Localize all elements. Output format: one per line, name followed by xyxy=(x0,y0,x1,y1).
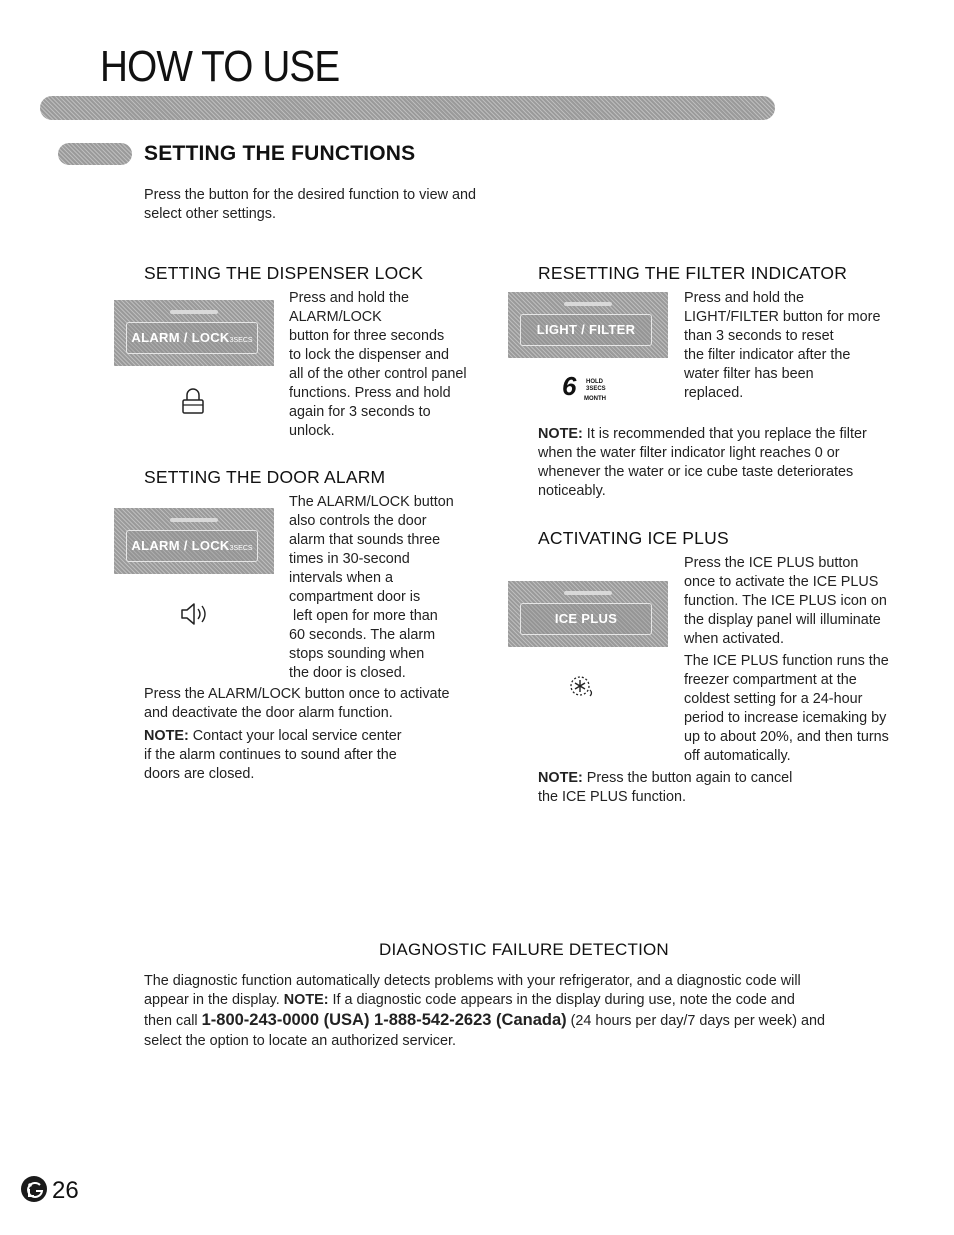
door-alarm-text xyxy=(289,493,454,683)
filter-display-icon xyxy=(562,373,622,405)
secs-label: 3SECS xyxy=(229,545,253,552)
ice-plus-button[interactable]: ICE PLUS xyxy=(520,603,652,635)
intro-line: Press the button for the desired function to view and xyxy=(144,187,476,203)
alarm-lock-button[interactable] xyxy=(126,322,258,354)
text-line: once to activate the ICE PLUS xyxy=(684,574,879,590)
text-line: period to increase icemaking by xyxy=(684,710,887,726)
lock-icon xyxy=(174,386,214,418)
text-line: Press and hold the xyxy=(289,290,410,306)
text-line: times in 30-second xyxy=(289,551,410,567)
note-line: if the alarm continues to sound after the xyxy=(144,747,397,763)
alarm-lock-button[interactable] xyxy=(126,530,258,562)
section-heading: SETTING THE FUNCTIONS xyxy=(144,142,416,165)
filter-note xyxy=(538,425,867,501)
text-line: LIGHT/FILTER button for more xyxy=(684,309,881,325)
alarm-lock-label: ALARM / LOCK xyxy=(131,330,230,345)
text-line: to lock the dispenser and xyxy=(289,347,449,363)
note-line: whenever the water or ice cube taste deteriorates xyxy=(538,464,854,480)
filter-indicator-heading: RESETTING THE FILTER INDICATOR xyxy=(538,263,848,283)
text-line: replaced. xyxy=(684,385,744,401)
secs-label: 3SECS xyxy=(586,386,606,392)
diagnostic-text xyxy=(144,972,924,1051)
intro-text xyxy=(144,186,476,224)
text-line: intervals when a xyxy=(289,570,393,586)
text-line xyxy=(144,1010,924,1032)
note-line: when the water filter indicator light reaches 0 or xyxy=(538,445,840,461)
alarm-lock-panel xyxy=(114,300,274,366)
indicator-light xyxy=(564,591,612,595)
lg-logo-icon xyxy=(20,1175,48,1203)
speaker-icon xyxy=(176,598,216,630)
section-marker xyxy=(58,143,132,165)
text-line: the door is closed. xyxy=(289,665,406,681)
note-line: noticeably. xyxy=(538,483,606,499)
text-line: Press and hold the xyxy=(684,290,805,306)
text-line: Press the ICE PLUS button xyxy=(684,555,859,571)
text-line: the display panel will illuminate xyxy=(684,612,881,628)
title-bar xyxy=(40,96,775,120)
text-line: and deactivate the door alarm function. xyxy=(144,705,393,721)
snowflake-icon xyxy=(562,670,602,702)
text-line: select the option to locate an authorized servicer. xyxy=(144,1033,456,1049)
text-line: all of the other control panel xyxy=(289,366,467,382)
diagnostic-heading: DIAGNOSTIC FAILURE DETECTION xyxy=(379,940,669,959)
text-line: button for three seconds xyxy=(289,328,445,344)
month-label: MONTH xyxy=(584,396,606,402)
light-filter-button[interactable]: LIGHT / FILTER xyxy=(520,314,652,346)
text-line: when activated. xyxy=(684,631,784,647)
text-line: ALARM/LOCK xyxy=(289,309,382,325)
indicator-light xyxy=(170,310,218,314)
text-line: left open for more than xyxy=(289,608,438,624)
note-line xyxy=(538,425,867,444)
ice-plus-text xyxy=(684,554,887,649)
text-line: The ICE PLUS function runs the xyxy=(684,653,889,669)
text-line: off automatically. xyxy=(684,748,791,764)
note-text: Press the button again to cancel xyxy=(582,770,793,786)
text-line: the filter indicator after the xyxy=(684,347,851,363)
note-text: It is recommended that you replace the filter xyxy=(582,426,867,442)
light-filter-panel xyxy=(508,292,668,358)
text-line: functions. Press and hold xyxy=(289,385,451,401)
text-line: compartment door is xyxy=(289,589,421,605)
text-segment: If a diagnostic code appears in the display during use, note the code and xyxy=(328,992,795,1008)
dispenser-lock-text xyxy=(289,289,467,441)
text-segment: (24 hours per day/7 days per week) and xyxy=(566,1013,826,1029)
text-line: The ALARM/LOCK button xyxy=(289,494,454,510)
ice-plus-panel xyxy=(508,581,668,647)
alarm-lock-panel xyxy=(114,508,274,574)
note-label: NOTE: xyxy=(538,770,583,786)
text-segment: then call xyxy=(144,1013,202,1029)
hold-label: HOLD xyxy=(586,379,603,385)
text-line: freezer compartment at the xyxy=(684,672,857,688)
text-line: function. The ICE PLUS icon on xyxy=(684,593,887,609)
door-alarm-heading: SETTING THE DOOR ALARM xyxy=(144,467,386,487)
door-alarm-paragraph xyxy=(144,685,450,723)
text-line: unlock. xyxy=(289,423,335,439)
text-line: alarm that sounds three xyxy=(289,532,441,548)
filter-digit: 6 xyxy=(562,371,577,401)
text-line: Press the ALARM/LOCK button once to activate xyxy=(144,686,450,702)
note-line: the ICE PLUS function. xyxy=(538,789,686,805)
text-line: 60 seconds. The alarm xyxy=(289,627,436,643)
note-line xyxy=(538,769,792,788)
door-alarm-note xyxy=(144,727,402,784)
text-line: again for 3 seconds to xyxy=(289,404,431,420)
phone-canada: 1-888-542-2623 (Canada) xyxy=(369,1011,567,1029)
note-line xyxy=(144,727,402,746)
text-line: coldest setting for a 24-hour xyxy=(684,691,863,707)
note-text: Contact your local service center xyxy=(188,728,402,744)
ice-plus-note xyxy=(538,769,792,807)
text-line: up to about 20%, and then turns xyxy=(684,729,889,745)
text-line: stops sounding when xyxy=(289,646,425,662)
alarm-lock-label: ALARM / LOCK xyxy=(131,538,230,553)
note-line: doors are closed. xyxy=(144,766,255,782)
note-label: NOTE: xyxy=(538,426,583,442)
text-line: also controls the door xyxy=(289,513,427,529)
indicator-light xyxy=(564,302,612,306)
filter-indicator-text xyxy=(684,289,880,403)
dispenser-lock-heading: SETTING THE DISPENSER LOCK xyxy=(144,263,424,283)
text-line: than 3 seconds to reset xyxy=(684,328,834,344)
text-line: The diagnostic function automatically detects problems with your refrigerator, and a diagnostic code will xyxy=(144,973,801,989)
intro-line: select other settings. xyxy=(144,206,276,222)
ice-plus-heading: ACTIVATING ICE PLUS xyxy=(538,528,729,548)
text-segment: appear in the display. xyxy=(144,992,284,1008)
phone-usa: 1-800-243-0000 (USA) xyxy=(201,1011,370,1029)
note-label: NOTE: xyxy=(144,728,189,744)
page-title: HOW TO USE xyxy=(100,42,340,91)
secs-label: 3SECS xyxy=(229,337,253,344)
text-line: water filter has been xyxy=(684,366,814,382)
note-label: NOTE: xyxy=(283,992,329,1008)
ice-plus-text-2 xyxy=(684,652,889,766)
indicator-light xyxy=(170,518,218,522)
page-number: 26 xyxy=(52,1177,79,1204)
text-line xyxy=(144,991,924,1010)
